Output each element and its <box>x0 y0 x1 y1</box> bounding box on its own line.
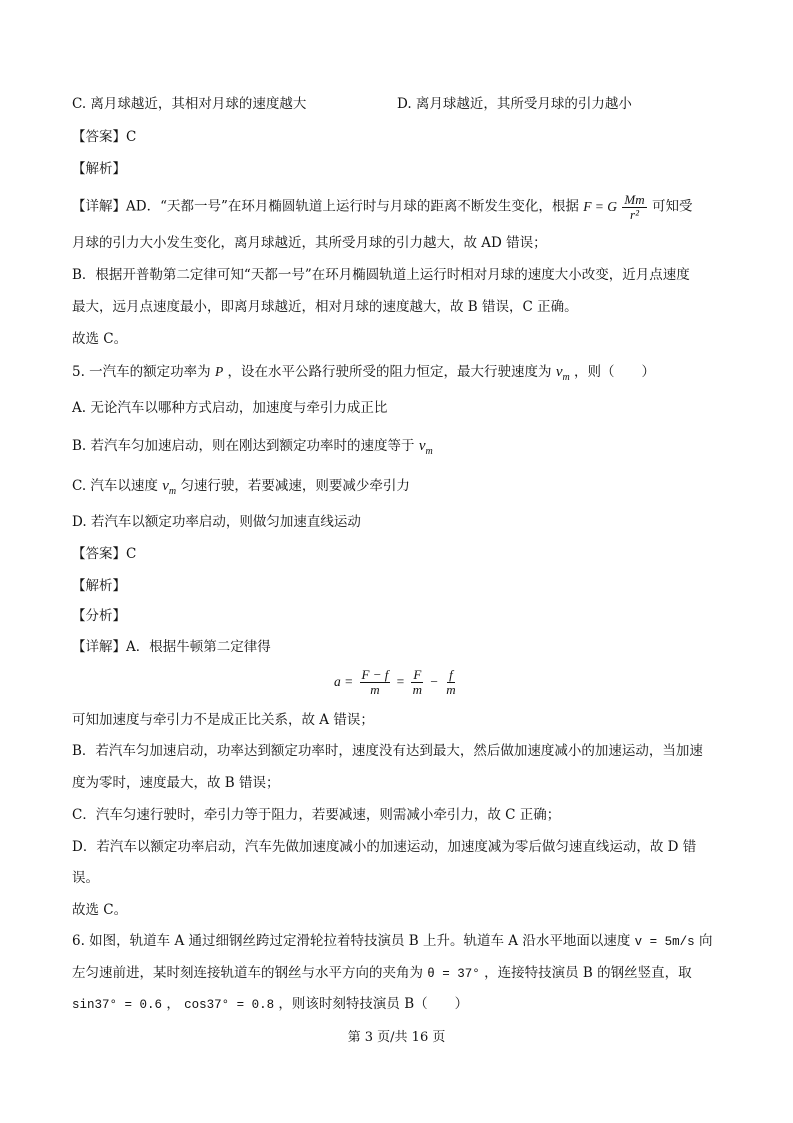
q5-option-a: A. 无论汽车以哪种方式启动，加速度与牵引力成正比 <box>72 400 388 416</box>
q5-option-b-vm: $v_m$ <box>418 438 433 457</box>
q4-detail-b-line2: 最大，远月点速度最小，即离月球越近，相对月球的速度越大，故 B 错误，C 正确。 <box>72 299 578 315</box>
gravity-denominator: r² <box>630 207 640 222</box>
page-footer: 第 3 页/共 16 页 <box>347 1030 446 1045</box>
gravity-numerator: Mm <box>624 192 645 207</box>
q6-velocity: v = 5m/s <box>634 935 695 949</box>
q5-detail-d-line2: 误。 <box>72 870 99 886</box>
fraction-2-numerator: F <box>413 667 422 682</box>
q6-stem-text-b: 向 <box>698 933 713 949</box>
gravity-fraction <box>622 193 646 222</box>
q6-stem-line2 <box>72 964 692 983</box>
q5-power-symbol: P <box>214 364 224 379</box>
q4-answer: 【答案】C <box>72 129 137 145</box>
q5-fenxi-label: 【分析】 <box>72 608 126 624</box>
fraction-1-numerator: F − f <box>361 667 389 682</box>
gravity-formula <box>583 192 652 222</box>
q6-stem-line3 <box>72 995 468 1014</box>
equation-minus: − <box>430 674 438 689</box>
q5-analysis-label: 【解析】 <box>72 578 126 594</box>
q5-option-b <box>72 437 433 461</box>
q6-sin-value: sin37° = 0.6 <box>72 998 163 1012</box>
q5-option-d: D. 若汽车以额定功率启动，则做匀加速直线运动 <box>72 514 361 530</box>
q6-angle: θ = 37° <box>427 967 480 981</box>
q5-detail-b-line1: B．若汽车匀加速启动，功率达到额定功率时，速度没有达到最大，然后做加速度减小的加速运动，当加速 <box>72 743 703 759</box>
q6-stem-text-c: 左匀速前进，某时刻连接轨道车的钢丝与水平方向的夹角为 <box>72 965 423 981</box>
q4-detail-b-line1: B．根据开普勒第二定律可知“天都一号”在环月椭圆轨道上运行时相对月球的速度大小改变，近月点速度 <box>72 267 690 283</box>
q5-detail-b-line2: 度为零时，速度最大，故 B 错误； <box>72 775 280 791</box>
q4-option-d: D. 离月球越近，其所受月球的引力越小 <box>397 96 632 112</box>
q5-stem-text-c: ，则（ ） <box>574 364 656 380</box>
q5-detail-a: 【详解】A．根据牛顿第二定律得 <box>72 639 271 655</box>
q6-cos-value: cos37° = 0.8 <box>184 998 275 1012</box>
q6-stem-line1 <box>72 932 712 951</box>
q5-choose: 故选 C。 <box>72 902 128 918</box>
q5-detail-d-line1: D．若汽车以额定功率启动，汽车先做加速度减小的加速运动，加速度减为零后做匀速直线运动，故 D 错 <box>72 839 697 855</box>
equation-fraction-3 <box>444 668 457 697</box>
q4-detail-text: 【详解】AD．“天都一号”在环月椭圆轨道上运行时与月球的距离不断发生变化，根据 <box>72 198 579 215</box>
q5-vm-symbol: $v_m$ <box>555 364 570 383</box>
newton-equation <box>334 668 460 697</box>
q6-stem-text-e: ，则该时刻特技演员 B（ ） <box>278 996 469 1012</box>
gravity-formula-lhs: F = G <box>583 198 618 214</box>
q5-detail-c: C．汽车匀速行驶时，牵引力等于阻力，若要减速，则需减小牵引力，故 C 正确； <box>72 807 561 823</box>
fraction-3-denominator: m <box>446 682 456 697</box>
q6-stem-text-d: ，连接特技演员 B 的钢丝竖直，取 <box>484 965 692 981</box>
q5-conclusion-a: 可知加速度与牵引力不是成正比关系，故 A 错误； <box>72 712 374 728</box>
q4-detail-text-b: 可知受 <box>652 198 693 215</box>
q4-option-c: C. 离月球越近，其相对月球的速度越大 <box>72 96 307 112</box>
fraction-1-denominator: m <box>370 682 380 697</box>
q5-stem <box>72 363 655 387</box>
q4-detail-line2: 月球的引力大小发生变化，离月球越近，其所受月球的引力越大，故 AD 错误； <box>72 235 547 251</box>
q5-stem-text-b: ，设在水平公路行驶所受的阻力恒定，最大行驶速度为 <box>227 364 552 380</box>
q5-option-c-text-b: 匀速行驶，若要减速，则要减少牵引力 <box>180 478 410 494</box>
q4-analysis-label: 【解析】 <box>72 161 126 177</box>
equation-fraction-1 <box>360 668 391 697</box>
q5-option-b-text: B. 若汽车匀加速启动，则在刚达到额定功率时的速度等于 <box>72 438 415 454</box>
fraction-3-numerator: f <box>449 667 453 682</box>
equation-lhs: a = <box>334 674 354 689</box>
q5-option-c-vm: $v_m$ <box>162 478 177 497</box>
q5-option-c <box>72 477 410 501</box>
equation-fraction-2 <box>411 668 424 697</box>
q5-answer: 【答案】C <box>72 546 137 562</box>
fraction-2-denominator: m <box>412 682 422 697</box>
equation-equals: = <box>396 674 405 689</box>
q5-stem-text-a: 5. 一汽车的额定功率为 <box>72 364 211 380</box>
q6-stem-text-a: 6. 如图，轨道车 A 通过细钢丝跨过定滑轮拉着特技演员 B 上升。轨道车 A 沿水平地面以速度 <box>72 933 631 949</box>
q5-option-c-text-a: C. 汽车以速度 <box>72 478 158 494</box>
q6-separator: ， <box>166 996 180 1012</box>
q4-choose: 故选 C。 <box>72 331 128 347</box>
q4-detail-line1 <box>72 193 693 222</box>
